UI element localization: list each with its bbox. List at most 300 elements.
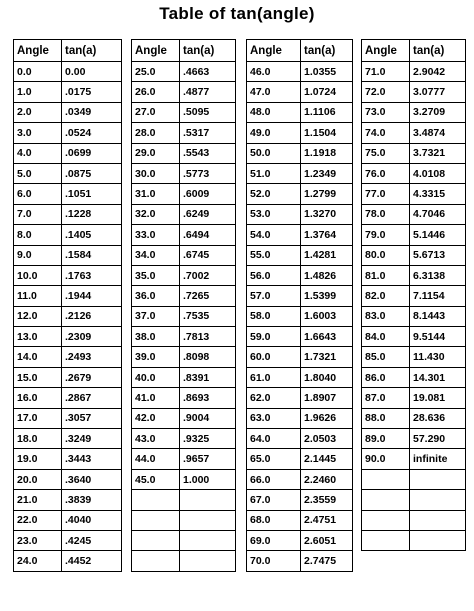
table-row	[247, 204, 353, 224]
angle-cell: 35.0	[132, 265, 180, 285]
angle-cell: 38.0	[132, 327, 180, 347]
tan-header: tan(a)	[301, 40, 353, 62]
tan-value-cell: 57.290	[410, 429, 466, 449]
angle-header: Angle	[362, 40, 410, 62]
angle-cell: 4.0	[14, 143, 62, 163]
tan-value-cell: .5543	[180, 143, 236, 163]
angle-cell: 23.0	[14, 530, 62, 550]
tan-value-cell: infinite	[410, 449, 466, 469]
table-row	[362, 163, 466, 183]
table-row	[362, 225, 466, 245]
tan-value-cell: .9325	[180, 429, 236, 449]
angle-cell: 80.0	[362, 245, 410, 265]
table-row	[362, 449, 466, 469]
table-row	[14, 530, 122, 550]
table-row	[362, 204, 466, 224]
table-row	[14, 82, 122, 102]
table-row	[14, 388, 122, 408]
table-header-row	[247, 40, 353, 62]
tan-value-cell: .8098	[180, 347, 236, 367]
table-row	[132, 62, 236, 82]
table-row	[247, 143, 353, 163]
angle-cell: 17.0	[14, 408, 62, 428]
angle-cell: 57.0	[247, 286, 301, 306]
table-row	[14, 469, 122, 489]
tan-table-column-2	[131, 39, 236, 572]
angle-cell: 18.0	[14, 429, 62, 449]
table-row	[132, 347, 236, 367]
table-row	[14, 449, 122, 469]
tan-value-cell: .9004	[180, 408, 236, 428]
angle-cell: 34.0	[132, 245, 180, 265]
tan-value-cell: 2.3559	[301, 490, 353, 510]
table-row	[247, 62, 353, 82]
tan-value-cell: 8.1443	[410, 306, 466, 326]
table-row	[14, 265, 122, 285]
table-row	[14, 163, 122, 183]
angle-cell: 76.0	[362, 163, 410, 183]
tan-value-cell: 2.7475	[301, 551, 353, 571]
angle-cell: 54.0	[247, 225, 301, 245]
tan-value-cell: .7002	[180, 265, 236, 285]
angle-cell: 8.0	[14, 225, 62, 245]
tan-header: tan(a)	[180, 40, 236, 62]
table-row	[247, 163, 353, 183]
table-row	[362, 530, 466, 550]
angle-cell: 74.0	[362, 123, 410, 143]
table-row	[247, 82, 353, 102]
tan-value-cell: 1.0355	[301, 62, 353, 82]
angle-cell: 5.0	[14, 163, 62, 183]
table-row	[132, 225, 236, 245]
tan-value-cell: 1.2349	[301, 163, 353, 183]
angle-cell: 48.0	[247, 102, 301, 122]
table-row	[247, 388, 353, 408]
tan-value-cell: 1.3270	[301, 204, 353, 224]
table-row	[14, 286, 122, 306]
angle-cell: 52.0	[247, 184, 301, 204]
angle-cell: 40.0	[132, 367, 180, 387]
table-row	[362, 62, 466, 82]
table-row	[362, 184, 466, 204]
angle-header: Angle	[247, 40, 301, 62]
angle-cell: 45.0	[132, 469, 180, 489]
angle-cell: 55.0	[247, 245, 301, 265]
angle-cell: 61.0	[247, 367, 301, 387]
table-row	[132, 367, 236, 387]
tan-value-cell: 1.2799	[301, 184, 353, 204]
angle-cell: 73.0	[362, 102, 410, 122]
table-row	[247, 510, 353, 530]
angle-cell: 82.0	[362, 286, 410, 306]
angle-cell: 12.0	[14, 306, 62, 326]
tan-header: tan(a)	[62, 40, 122, 62]
tan-value-cell: 1.0724	[301, 82, 353, 102]
table-row	[132, 265, 236, 285]
angle-cell: 21.0	[14, 490, 62, 510]
tan-value-cell: 1.6003	[301, 306, 353, 326]
tan-value-cell: 1.6643	[301, 327, 353, 347]
angle-cell: 62.0	[247, 388, 301, 408]
angle-cell: 0.0	[14, 62, 62, 82]
table-row	[14, 143, 122, 163]
angle-cell: 67.0	[247, 490, 301, 510]
angle-cell: 51.0	[247, 163, 301, 183]
table-row	[132, 163, 236, 183]
angle-cell: 10.0	[14, 265, 62, 285]
angle-cell: 30.0	[132, 163, 180, 183]
angle-cell: 70.0	[247, 551, 301, 571]
angle-cell: 27.0	[132, 102, 180, 122]
table-row	[132, 102, 236, 122]
tan-value-cell: 2.0503	[301, 429, 353, 449]
angle-cell: 11.0	[14, 286, 62, 306]
angle-cell: 60.0	[247, 347, 301, 367]
angle-cell	[362, 490, 410, 510]
tan-value-cell: .4040	[62, 510, 122, 530]
table-row	[247, 490, 353, 510]
angle-cell: 6.0	[14, 184, 62, 204]
table-row	[14, 62, 122, 82]
table-row	[14, 429, 122, 449]
tan-value-cell: 1.9626	[301, 408, 353, 428]
tan-value-cell: 1.8040	[301, 367, 353, 387]
angle-cell: 3.0	[14, 123, 62, 143]
tan-value-cell	[180, 530, 236, 550]
angle-cell: 71.0	[362, 62, 410, 82]
table-row	[247, 530, 353, 550]
tan-value-cell: 7.1154	[410, 286, 466, 306]
table-row	[247, 551, 353, 571]
angle-cell: 32.0	[132, 204, 180, 224]
angle-cell: 25.0	[132, 62, 180, 82]
table-row	[362, 102, 466, 122]
tan-value-cell: .0699	[62, 143, 122, 163]
table-row	[132, 82, 236, 102]
angle-header: Angle	[14, 40, 62, 62]
tan-value-cell: .6494	[180, 225, 236, 245]
tan-value-cell: .0524	[62, 123, 122, 143]
tan-value-cell: .3057	[62, 408, 122, 428]
tan-table-column-3	[246, 39, 353, 572]
angle-header: Angle	[132, 40, 180, 62]
tan-table-column-4	[361, 39, 466, 551]
table-row	[132, 123, 236, 143]
table-row	[247, 347, 353, 367]
angle-cell: 83.0	[362, 306, 410, 326]
tan-value-cell: .1051	[62, 184, 122, 204]
angle-cell: 43.0	[132, 429, 180, 449]
tan-value-cell: 1.5399	[301, 286, 353, 306]
angle-cell: 39.0	[132, 347, 180, 367]
angle-cell	[132, 530, 180, 550]
angle-cell: 68.0	[247, 510, 301, 530]
table-row	[362, 469, 466, 489]
tan-value-cell: .7535	[180, 306, 236, 326]
table-row	[132, 327, 236, 347]
table-row	[14, 490, 122, 510]
tan-value-cell: .1405	[62, 225, 122, 245]
tan-value-cell: 3.2709	[410, 102, 466, 122]
tan-table-column-1	[13, 39, 122, 572]
table-row	[132, 429, 236, 449]
tan-value-cell: 3.0777	[410, 82, 466, 102]
table-row	[247, 449, 353, 469]
angle-cell: 89.0	[362, 429, 410, 449]
tan-value-cell	[180, 510, 236, 530]
tan-value-cell: .2867	[62, 388, 122, 408]
angle-cell	[362, 510, 410, 530]
tan-value-cell: 5.1446	[410, 225, 466, 245]
tan-value-cell: .5317	[180, 123, 236, 143]
angle-cell: 29.0	[132, 143, 180, 163]
table-row	[132, 143, 236, 163]
angle-cell: 42.0	[132, 408, 180, 428]
table-row	[14, 367, 122, 387]
table-row	[247, 469, 353, 489]
tan-value-cell: .3839	[62, 490, 122, 510]
angle-cell: 86.0	[362, 367, 410, 387]
tan-value-cell: 4.0108	[410, 163, 466, 183]
table-row	[362, 82, 466, 102]
table-row	[132, 204, 236, 224]
angle-cell	[132, 551, 180, 571]
angle-cell: 85.0	[362, 347, 410, 367]
tan-value-cell: 1.7321	[301, 347, 353, 367]
tan-value-cell: .1763	[62, 265, 122, 285]
angle-cell: 37.0	[132, 306, 180, 326]
tan-value-cell: 19.081	[410, 388, 466, 408]
table-row	[14, 347, 122, 367]
table-row	[132, 286, 236, 306]
angle-cell: 22.0	[14, 510, 62, 530]
tan-value-cell: 9.5144	[410, 327, 466, 347]
table-row	[132, 490, 236, 510]
tan-value-cell: .7265	[180, 286, 236, 306]
table-row	[247, 327, 353, 347]
tan-value-cell: .5773	[180, 163, 236, 183]
tan-value-cell: 1.8907	[301, 388, 353, 408]
tan-value-cell: 1.000	[180, 469, 236, 489]
table-row	[14, 551, 122, 571]
table-row	[362, 367, 466, 387]
table-row	[362, 327, 466, 347]
tan-value-cell: 6.3138	[410, 265, 466, 285]
angle-cell: 26.0	[132, 82, 180, 102]
tan-value-cell: .0349	[62, 102, 122, 122]
table-row	[14, 408, 122, 428]
tan-header: tan(a)	[410, 40, 466, 62]
angle-cell: 75.0	[362, 143, 410, 163]
tan-value-cell: .0175	[62, 82, 122, 102]
angle-cell	[362, 530, 410, 550]
tan-value-cell: 3.7321	[410, 143, 466, 163]
tan-value-cell: .4877	[180, 82, 236, 102]
angle-cell: 33.0	[132, 225, 180, 245]
tan-value-cell: .2126	[62, 306, 122, 326]
tan-value-cell: .1228	[62, 204, 122, 224]
angle-cell: 9.0	[14, 245, 62, 265]
table-row	[247, 367, 353, 387]
table-row	[14, 204, 122, 224]
table-row	[14, 225, 122, 245]
table-row	[247, 306, 353, 326]
angle-cell: 14.0	[14, 347, 62, 367]
tan-value-cell: 1.4826	[301, 265, 353, 285]
tan-value-cell: .7813	[180, 327, 236, 347]
table-row	[362, 429, 466, 449]
tan-value-cell: 28.636	[410, 408, 466, 428]
table-row	[362, 286, 466, 306]
table-row	[247, 225, 353, 245]
table-row	[132, 551, 236, 571]
angle-cell: 20.0	[14, 469, 62, 489]
tan-value-cell: 1.3764	[301, 225, 353, 245]
table-row	[14, 245, 122, 265]
angle-cell: 46.0	[247, 62, 301, 82]
table-header-row	[132, 40, 236, 62]
tan-value-cell: .8693	[180, 388, 236, 408]
table-header-row	[14, 40, 122, 62]
angle-cell: 84.0	[362, 327, 410, 347]
tan-value-cell: 2.2460	[301, 469, 353, 489]
table-row	[362, 490, 466, 510]
angle-cell: 44.0	[132, 449, 180, 469]
tan-value-cell: .5095	[180, 102, 236, 122]
angle-cell: 50.0	[247, 143, 301, 163]
table-row	[14, 327, 122, 347]
angle-cell: 87.0	[362, 388, 410, 408]
angle-cell: 47.0	[247, 82, 301, 102]
table-row	[362, 347, 466, 367]
table-row	[247, 265, 353, 285]
tan-value-cell: .1584	[62, 245, 122, 265]
tan-value-cell: 1.1106	[301, 102, 353, 122]
table-row	[247, 245, 353, 265]
table-row	[132, 184, 236, 204]
angle-cell: 64.0	[247, 429, 301, 449]
table-row	[362, 306, 466, 326]
angle-cell: 72.0	[362, 82, 410, 102]
tan-value-cell: .2493	[62, 347, 122, 367]
angle-cell: 66.0	[247, 469, 301, 489]
angle-cell: 28.0	[132, 123, 180, 143]
table-row	[14, 306, 122, 326]
table-row	[247, 102, 353, 122]
tan-value-cell: .3640	[62, 469, 122, 489]
tan-value-cell: 5.6713	[410, 245, 466, 265]
angle-cell: 16.0	[14, 388, 62, 408]
table-row	[362, 388, 466, 408]
tan-value-cell	[180, 490, 236, 510]
page-title: Table of tan(angle)	[159, 4, 315, 23]
table-row	[132, 530, 236, 550]
tan-value-cell: .3443	[62, 449, 122, 469]
angle-cell: 15.0	[14, 367, 62, 387]
table-row	[132, 245, 236, 265]
tan-value-cell: 0.00	[62, 62, 122, 82]
tan-value-cell: 4.7046	[410, 204, 466, 224]
angle-cell: 65.0	[247, 449, 301, 469]
table-row	[247, 123, 353, 143]
tan-value-cell: .4663	[180, 62, 236, 82]
tan-value-cell	[180, 551, 236, 571]
table-row	[362, 510, 466, 530]
tan-value-cell: .3249	[62, 429, 122, 449]
angle-cell: 13.0	[14, 327, 62, 347]
table-row	[132, 388, 236, 408]
angle-cell: 2.0	[14, 102, 62, 122]
angle-cell: 31.0	[132, 184, 180, 204]
table-row	[132, 510, 236, 530]
angle-cell: 7.0	[14, 204, 62, 224]
table-row	[362, 245, 466, 265]
angle-cell: 49.0	[247, 123, 301, 143]
table-row	[132, 408, 236, 428]
tan-value-cell: 2.1445	[301, 449, 353, 469]
tan-value-cell: 2.9042	[410, 62, 466, 82]
tan-value-cell: 1.1504	[301, 123, 353, 143]
angle-cell	[362, 469, 410, 489]
tan-value-cell: 2.4751	[301, 510, 353, 530]
tan-value-cell	[410, 510, 466, 530]
tan-value-cell: .2679	[62, 367, 122, 387]
tan-value-cell: .6745	[180, 245, 236, 265]
table-header-row	[362, 40, 466, 62]
tan-value-cell	[410, 469, 466, 489]
tan-value-cell: .8391	[180, 367, 236, 387]
angle-cell	[132, 490, 180, 510]
tan-value-cell: .1944	[62, 286, 122, 306]
angle-cell: 56.0	[247, 265, 301, 285]
tan-value-cell: 1.1918	[301, 143, 353, 163]
tan-value-cell	[410, 530, 466, 550]
angle-cell: 1.0	[14, 82, 62, 102]
angle-cell: 36.0	[132, 286, 180, 306]
tan-value-cell: 2.6051	[301, 530, 353, 550]
table-row	[362, 123, 466, 143]
angle-cell: 79.0	[362, 225, 410, 245]
angle-cell	[132, 510, 180, 530]
table-row	[132, 306, 236, 326]
angle-cell: 69.0	[247, 530, 301, 550]
table-row	[14, 184, 122, 204]
table-row	[247, 184, 353, 204]
tan-value-cell: 11.430	[410, 347, 466, 367]
tan-value-cell: 3.4874	[410, 123, 466, 143]
tan-value-cell: .6249	[180, 204, 236, 224]
tan-value-cell: 4.3315	[410, 184, 466, 204]
table-row	[247, 286, 353, 306]
tan-value-cell: .0875	[62, 163, 122, 183]
tan-value-cell: .4452	[62, 551, 122, 571]
table-row	[247, 429, 353, 449]
table-row	[132, 449, 236, 469]
table-row	[362, 408, 466, 428]
angle-cell: 81.0	[362, 265, 410, 285]
table-row	[132, 469, 236, 489]
table-row	[362, 265, 466, 285]
table-row	[14, 102, 122, 122]
tan-value-cell: .2309	[62, 327, 122, 347]
angle-cell: 19.0	[14, 449, 62, 469]
table-row	[14, 510, 122, 530]
table-row	[14, 123, 122, 143]
angle-cell: 58.0	[247, 306, 301, 326]
angle-cell: 24.0	[14, 551, 62, 571]
angle-cell: 77.0	[362, 184, 410, 204]
tan-value-cell: .9657	[180, 449, 236, 469]
